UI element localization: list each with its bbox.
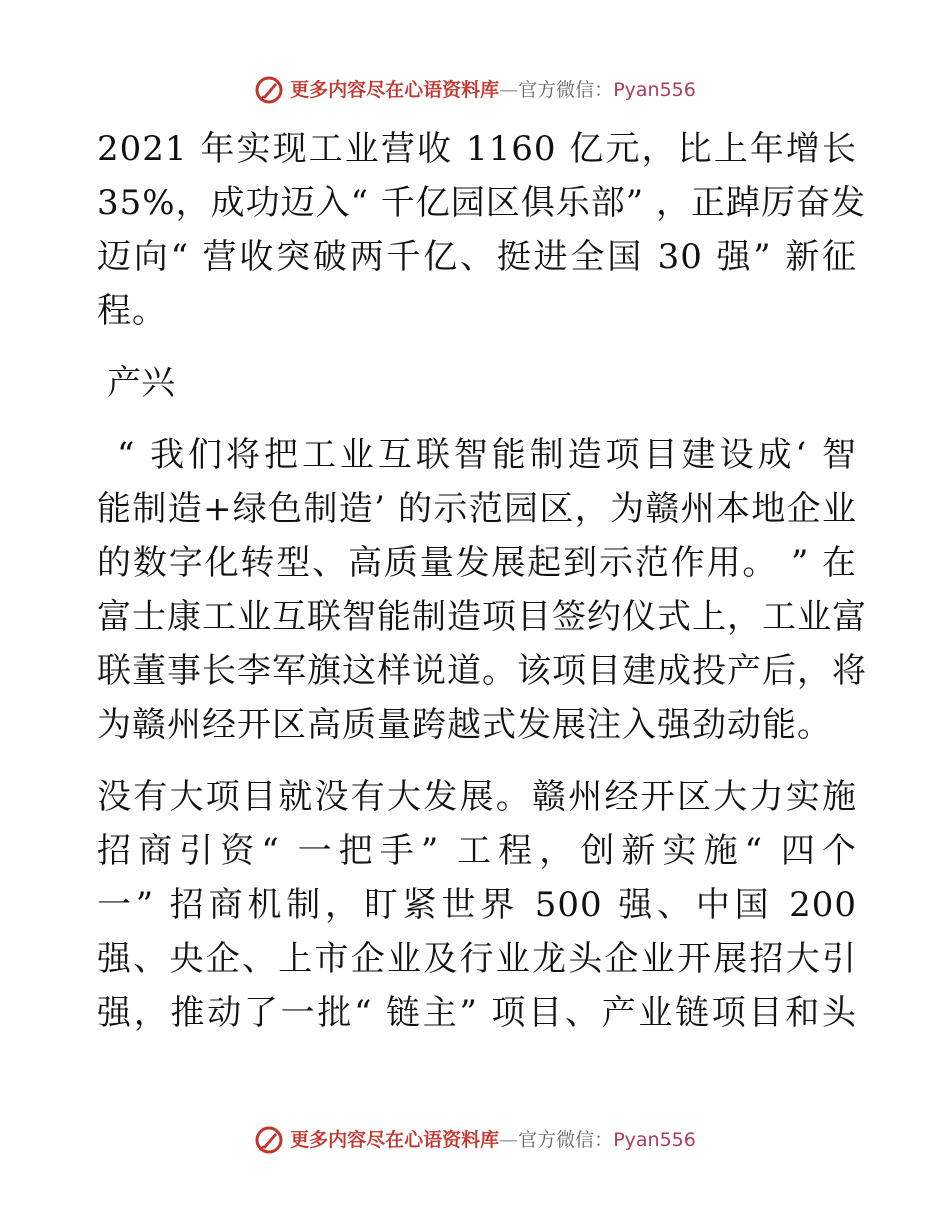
text-line: 富士康工业互联智能制造项目签约仪式上，工业富 bbox=[97, 597, 867, 637]
watermark-separator: — bbox=[499, 79, 519, 101]
text-line: 程。 bbox=[97, 291, 167, 331]
text-line: 2021 年实现工业营收 1160 亿元，比上年增长 bbox=[97, 129, 857, 169]
text-line: “ 我们将把工业互联智能制造项目建设成‘ 智 bbox=[117, 435, 857, 475]
text-line: 没有大项目就没有大发展。赣州经开区大力实施 bbox=[97, 777, 857, 817]
watermark-main-text: 更多内容尽在心语资料库 bbox=[290, 1129, 500, 1151]
text-line: 一” 招商机制，盯紧世界 500 强、中国 200 bbox=[97, 885, 857, 925]
watermark-wechat-id: Pyan556 bbox=[613, 1129, 696, 1151]
footer-watermark bbox=[0, 1125, 950, 1155]
text-line: 招商引资“ 一把手” 工程，创新实施“ 四个 bbox=[97, 831, 857, 871]
text-line: 的数字化转型、高质量发展起到示范作用。 ” 在 bbox=[97, 543, 857, 583]
watermark-official-label: 官方微信： bbox=[518, 79, 614, 101]
paragraph-3 bbox=[97, 770, 857, 1040]
watermark-official-label: 官方微信： bbox=[518, 1129, 614, 1151]
section-heading: 产兴 bbox=[107, 363, 175, 403]
document-body bbox=[97, 122, 867, 1058]
text-line: 为赣州经开区高质量跨越式发展注入强劲动能。 bbox=[97, 705, 832, 745]
watermark-separator: — bbox=[499, 1129, 519, 1151]
watermark-wechat-id: Pyan556 bbox=[613, 79, 696, 101]
watermark-main-text: 更多内容尽在心语资料库 bbox=[290, 79, 500, 101]
paragraph-1 bbox=[97, 122, 866, 338]
text-line: 迈向“ 营收突破两千亿、挺进全国 30 强” 新征 bbox=[97, 237, 857, 277]
paragraph-2 bbox=[97, 428, 867, 752]
text-line: 35%，成功迈入“ 千亿园区俱乐部” ，正踔厉奋发 bbox=[97, 183, 866, 223]
text-line: 强，推动了一批“ 链主” 项目、产业链项目和头 bbox=[97, 993, 857, 1033]
text-line: 能制造+绿色制造’ 的示范园区，为赣州本地企业 bbox=[97, 489, 857, 529]
text-line: 联董事长李军旗这样说道。该项目建成投产后，将 bbox=[97, 651, 867, 691]
text-line: 强、央企、上市企业及行业龙头企业开展招大引 bbox=[97, 939, 857, 979]
quill-logo-icon bbox=[254, 75, 284, 105]
quill-logo-icon bbox=[254, 1125, 284, 1155]
header-watermark bbox=[0, 75, 950, 105]
